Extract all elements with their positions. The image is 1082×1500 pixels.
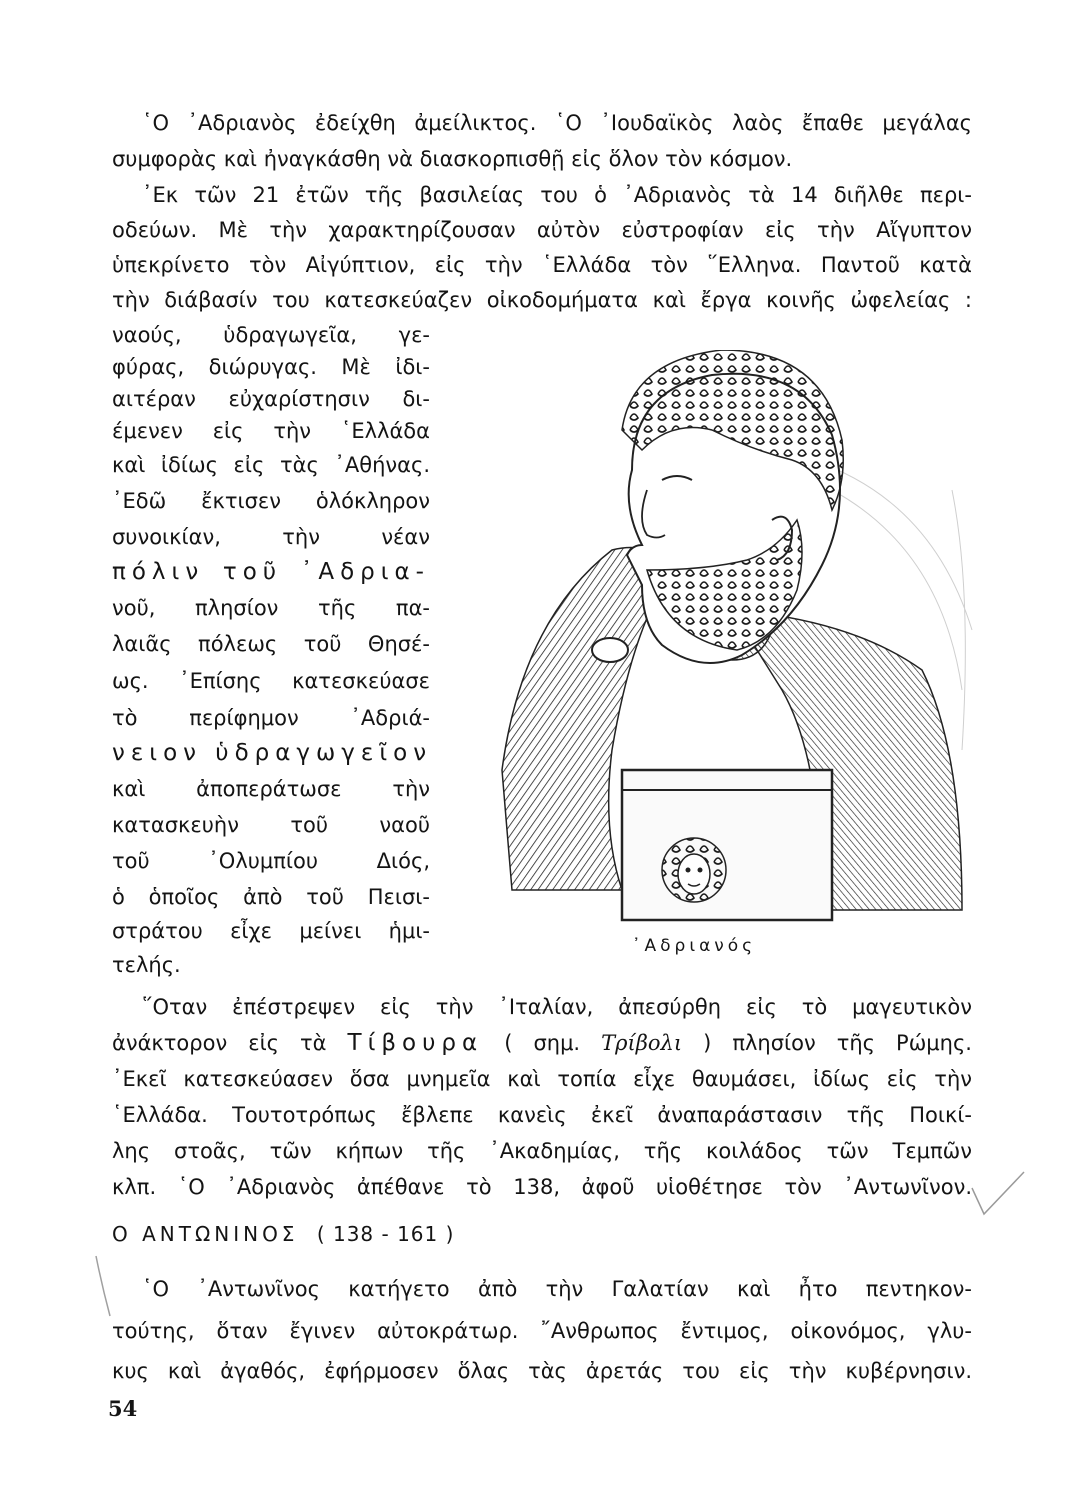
column-line: φύρας, διώρυγας. Μὲ ἰδι- [112, 355, 430, 379]
column-line: έμενεν εἰς τὴν ῾Ελλάδα [112, 419, 430, 443]
column-line: ὁ ὁποῖος ἀπὸ τοῦ Πεισι- [112, 885, 430, 909]
text-line: ῾Ελλάδα. Τουτοτρόπως ἔβλεπε κανεὶς ἐκεῖ ἀναπαράστασιν τῆς Ποικί- [112, 1103, 972, 1127]
column-line: συνοικίαν, τὴν νέαν [112, 525, 430, 549]
text-line: τὴν διάβασίν του κατεσκεύαζεν οἰκοδομήματα καὶ ἔργα κοινῆς ὠφελείας : [112, 288, 972, 312]
note-open: ( σημ. [504, 1031, 581, 1055]
text-segment: ἀνάκτορον εἰς τὰ [112, 1031, 327, 1055]
text-line: συμφορὰς καὶ ἠναγκάσθη νὰ διασκορπισθῇ εἰς ὅλον τὸν κόσμον. [112, 147, 793, 171]
column-line: καὶ ἀποπεράτωσε τὴν [112, 777, 430, 801]
text-line: ῞Οταν ἐπέστρεψεν εἰς τὴν ᾿Ιταλίαν, ἀπεσύρθη εἰς τὸ μαγευτικὸν [142, 995, 972, 1019]
column-line: τὸ περίφημον ᾿Αδριά- [112, 706, 430, 730]
column-line: στράτου εἶχε μείνει ἡμι- [112, 919, 430, 943]
note-close: ) [703, 1031, 712, 1055]
text-line: ῾Ο ᾿Αδριανὸς ἐδείχθη ἀμείλικτος. ῾Ο ᾿Ιουδαϊκὸς λαὸς ἔπαθε μεγάλας [142, 111, 972, 135]
text-line: τούτης, ὅταν ἔγινεν αὐτοκράτωρ. ῎Ανθρωπος ἔντιμος, οἰκονόμος, γλυ- [112, 1319, 972, 1343]
place-name-tivoura: Τίβουρα [347, 1030, 484, 1056]
column-line: νειον ὑδραγωγεῖον [112, 740, 433, 766]
text-line: κλπ. ῾Ο ᾿Αδριανὸς ἀπέθανε τὸ 138, ἀφοῦ υἱοθέτησε τὸν ᾿Αντωνῖνον. [112, 1175, 972, 1199]
text-line: ὑπεκρίνετο τὸν Αἰγύπτιον, εἰς τὴν ῾Ελλάδα τὸν ῞Ελληνα. Παντοῦ κατὰ [112, 253, 972, 277]
text-segment: πλησίον τῆς Ρώμης. [732, 1031, 972, 1055]
section-title: Ο ΑΝΤΩΝΙΝΟΣ [112, 1222, 299, 1246]
text-line: ῾Ο ᾿Αντωνῖνος κατήγετο ἀπὸ τὴν Γαλατίαν καὶ ἦτο πεντηκον- [142, 1277, 972, 1301]
text-line: λης στοᾶς, τῶν κήπων τῆς ᾿Ακαδημίας, τῆς κοιλάδος τῶν Τεμπῶν [112, 1139, 972, 1163]
pencil-check-mark [968, 1170, 1028, 1220]
text-line: ᾿Εκ τῶν 21 ἐτῶν τῆς βασιλείας του ὁ ᾿Αδριανὸς τὰ 14 διῆλθε περι- [142, 183, 972, 207]
column-line: κατασκευὴν τοῦ ναοῦ [112, 813, 430, 837]
column-line: νοῦ, πλησίον τῆς πα- [112, 596, 430, 620]
section-heading [112, 1222, 454, 1246]
column-line: τοῦ ᾿Ολυμπίου Διός, [112, 849, 430, 873]
text-line [112, 1028, 972, 1058]
column-line: καὶ ἰδίως εἰς τὰς ᾿Αθήνας. [112, 453, 430, 477]
column-line: αιτέραν εὐχαρίστησιν δι- [112, 387, 430, 411]
modern-place-name: Τρίβολι [601, 1031, 683, 1055]
column-line: λαιᾶς πόλεως τοῦ Θησέ- [112, 632, 430, 656]
column-line: πόλιν τοῦ ᾿Αδρια- [112, 559, 430, 585]
column-line: ως. ᾿Επίσης κατεσκεύασε [112, 669, 430, 693]
text-line: κυς καὶ ἀγαθός, ἐφήρμοσεν ὅλας τὰς ἀρετάς του εἰς τὴν κυβέρνησιν. [112, 1359, 972, 1383]
figure-caption: ᾿Αδριανός [632, 936, 757, 956]
column-line: ᾿Εδῶ ἔκτισεν ὁλόκληρον [112, 489, 430, 513]
column-line: ναούς, ὑδραγωγεῖα, γε- [112, 323, 430, 347]
hadrian-bust-engraving [432, 350, 988, 925]
column-line: τελής. [112, 953, 181, 977]
text-line: οδεύων. Μὲ τὴν χαρακτηρίζουσαν αὐτὸν εὐστροφίαν εἰς τὴν Αἴγυπτον [112, 218, 972, 242]
text-line: ᾿Εκεῖ κατεσκεύασεν ὅσα μνημεῖα καὶ τοπία εἶχε θαυμάσει, ἰδίως εἰς τὴν [112, 1067, 972, 1091]
page-number: 54 [108, 1396, 138, 1421]
section-years: ( 138 - 161 ) [316, 1222, 455, 1246]
